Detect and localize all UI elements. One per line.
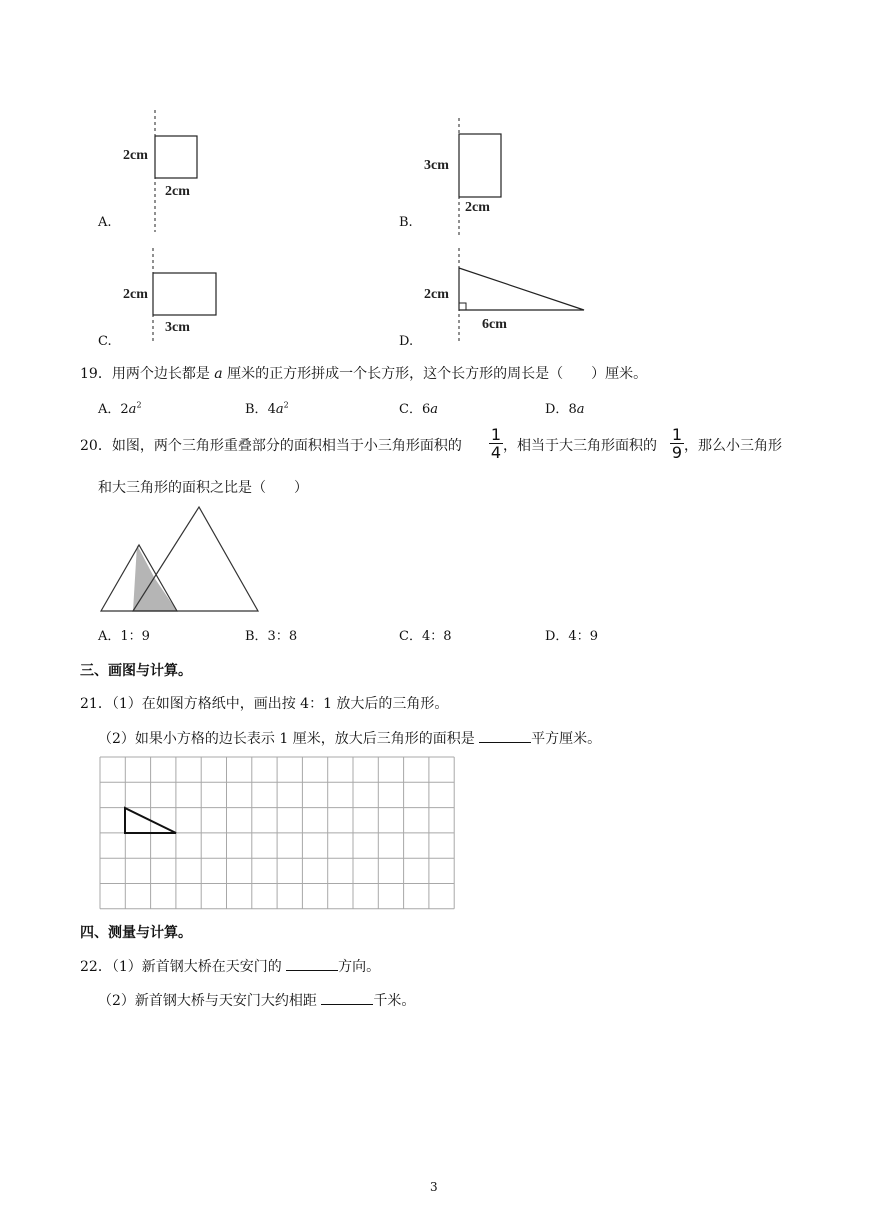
- q19-option-d: [545, 398, 584, 417]
- q21-part2-unit: 平方厘米。: [531, 731, 602, 747]
- q21-answer-blank[interactable]: [479, 728, 531, 743]
- page-number: 3: [430, 1180, 438, 1194]
- q22-part2: [98, 990, 415, 1010]
- q22-distance-blank[interactable]: [321, 990, 373, 1005]
- q19-option-c: [399, 398, 438, 417]
- fraction-2-denominator: 9: [671, 443, 683, 462]
- q19-option-a-exp: 2: [136, 400, 142, 410]
- q20-stem-part3: ，那么小三角形: [684, 438, 782, 454]
- option-c-letter: C.: [98, 334, 112, 349]
- q19-stem: [80, 363, 647, 383]
- q20-triangles-figure: [95, 500, 265, 615]
- option-b-letter: B.: [399, 215, 413, 230]
- grid-paper[interactable]: [100, 757, 450, 910]
- q19-option-b-letter: B．: [245, 402, 268, 417]
- q19-stem-pre: 19．用两个边长都是: [80, 366, 215, 382]
- q20-stem-line2: 和大三角形的面积之比是（ ）: [98, 480, 308, 496]
- q19-option-b: [245, 398, 289, 417]
- fraction-1-denominator: 4: [490, 443, 502, 462]
- q19-option-d-letter: D．: [545, 402, 569, 417]
- q21-part2: [98, 728, 601, 748]
- q22-direction-blank[interactable]: [286, 956, 338, 971]
- label-d-base: 6cm: [482, 317, 507, 332]
- label-d-height: 2cm: [424, 287, 449, 302]
- q19-option-a-letter: A．: [98, 402, 121, 417]
- q21-part1: 21．（1）在如图方格纸中，画出按 4：1 放大后的三角形。: [80, 696, 449, 712]
- q20-option-b: B．3：8: [245, 629, 298, 644]
- fraction-one-ninth: [670, 426, 684, 461]
- q19-option-d-var: a: [576, 402, 585, 417]
- q19-option-a: [98, 398, 142, 417]
- q22-part2-text: （2）新首钢大桥与天安门大约相距: [98, 993, 322, 1009]
- figure-option-a: [150, 110, 210, 235]
- figure-option-d: [454, 248, 594, 348]
- q19-option-c-var: a: [430, 402, 438, 417]
- fraction-1-numerator: 1: [490, 425, 502, 444]
- q20-stem-part1: 20．如图，两个三角形重叠部分的面积相当于小三角形面积的: [80, 438, 462, 454]
- q20-option-c: C．4：8: [399, 629, 452, 644]
- q19-option-d-coef: 8: [568, 402, 577, 417]
- q19-option-c-coef: 6: [421, 402, 431, 417]
- label-b-width: 2cm: [465, 200, 490, 215]
- q22-part2-unit: 千米。: [373, 993, 416, 1009]
- q20-option-d: D．4：9: [545, 629, 598, 644]
- q19-stem-post: 厘米的正方形拼成一个长方形，这个长方形的周长是（ ）厘米。: [222, 366, 648, 382]
- q19-option-a-coef: 2: [120, 402, 129, 417]
- q19-option-b-coef: 4: [267, 402, 276, 417]
- fraction-2-numerator: 1: [671, 425, 683, 444]
- q22-part1-text: 22．（1）新首钢大桥在天安门的: [80, 959, 287, 975]
- option-d-letter: D.: [399, 334, 414, 349]
- q22-part1: [80, 956, 380, 976]
- label-c-height: 2cm: [123, 287, 148, 302]
- q20-stem-part2: ，相当于大三角形面积的: [503, 438, 657, 454]
- q20-option-a: A．1：9: [98, 629, 150, 644]
- figure-option-b: [454, 118, 514, 238]
- q19-option-b-var: a: [275, 402, 284, 417]
- section-4-heading: 四、测量与计算。: [80, 925, 192, 941]
- label-b-height: 3cm: [424, 158, 449, 173]
- q19-option-c-letter: C．: [399, 402, 422, 417]
- fraction-one-quarter: [489, 426, 503, 461]
- label-a-width: 2cm: [165, 184, 190, 199]
- q19-option-b-exp: 2: [283, 400, 289, 410]
- q19-option-a-var: a: [128, 402, 137, 417]
- label-c-width: 3cm: [165, 320, 190, 335]
- q22-part1-suffix: 方向。: [338, 959, 381, 975]
- section-3-heading: 三、画图与计算。: [80, 663, 192, 679]
- option-a-letter: A.: [98, 215, 112, 230]
- label-a-height: 2cm: [123, 148, 148, 163]
- q21-part2-text: （2）如果小方格的边长表示 1 厘米，放大后三角形的面积是: [98, 731, 480, 747]
- q19-var: a: [214, 366, 223, 382]
